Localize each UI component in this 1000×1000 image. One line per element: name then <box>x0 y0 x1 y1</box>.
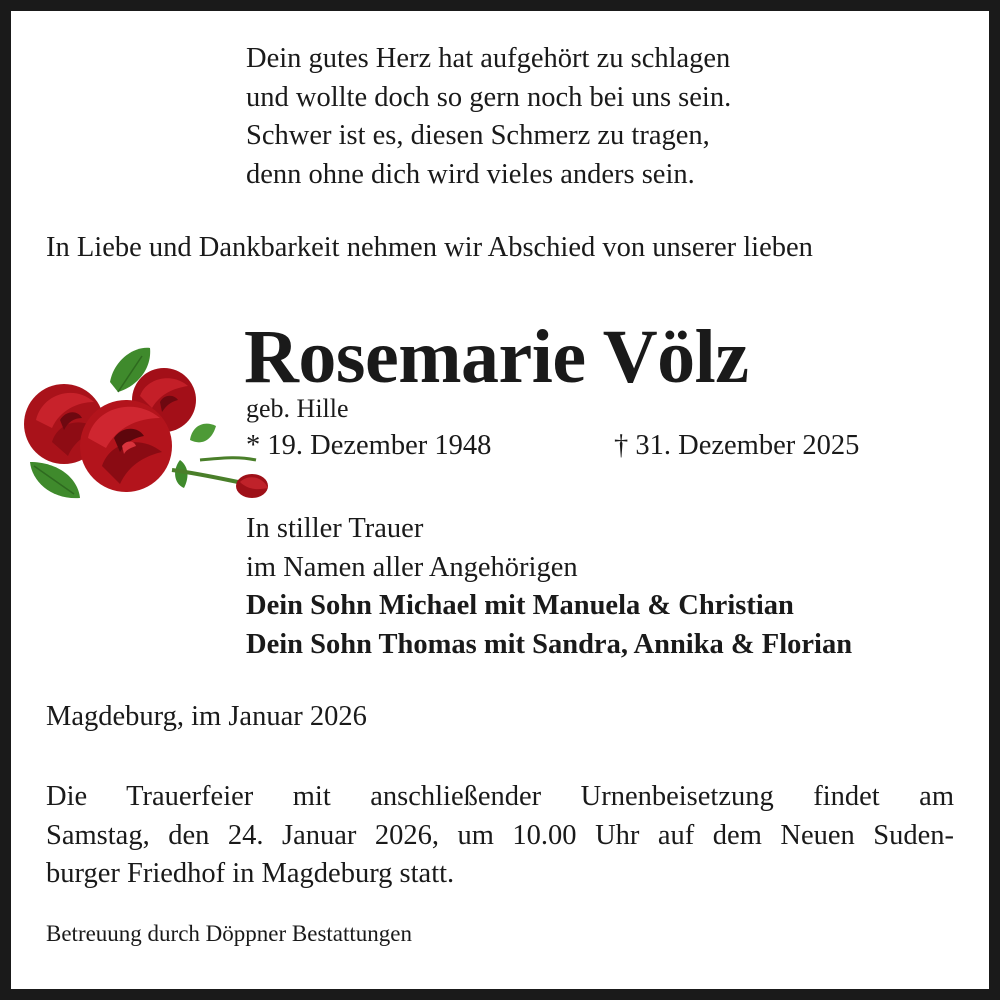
deceased-name: Rosemarie Völz <box>244 315 749 399</box>
poem <box>246 40 731 194</box>
ceremony-line: Die Trauerfeier mit anschließender Urnenbeisetzung findet am <box>46 781 954 812</box>
mourners-line: In stiller Trauer <box>246 513 424 544</box>
red-roses-icon <box>22 342 274 510</box>
mourners-line: im Namen aller Angehörigen <box>246 551 578 583</box>
farewell-intro: In Liebe und Dankbarkeit nehmen wir Abschied von unserer lieben <box>46 232 813 263</box>
death-date: † 31. Dezember 2025 <box>614 430 860 461</box>
ceremony-line: Samstag, den 24. Januar 2026, um 10.00 Uhr auf dem Neuen Suden- <box>46 819 954 851</box>
family-line: Dein Sohn Michael mit Manuela & Christian <box>246 590 794 621</box>
poem-line: Schwer ist es, diesen Schmerz zu tragen, <box>246 120 710 151</box>
poem-line: Dein gutes Herz hat aufgehört zu schlagen <box>246 43 731 74</box>
birth-date: * 19. Dezember 1948 <box>246 430 492 461</box>
maiden-name: geb. Hille <box>246 394 349 423</box>
poem-line: und wollte doch so gern noch bei uns sein. <box>246 81 732 113</box>
undertaker-note: Betreuung durch Döppner Bestattungen <box>46 921 412 946</box>
ceremony-line: burger Friedhof in Magdeburg statt. <box>46 858 455 889</box>
ceremony-info <box>46 778 954 894</box>
mourners-block <box>246 510 852 664</box>
poem-line: denn ohne dich wird vieles anders sein. <box>246 158 695 190</box>
family-line: Dein Sohn Thomas mit Sandra, Annika & Florian <box>246 628 853 660</box>
place-date: Magdeburg, im Januar 2026 <box>46 701 367 732</box>
